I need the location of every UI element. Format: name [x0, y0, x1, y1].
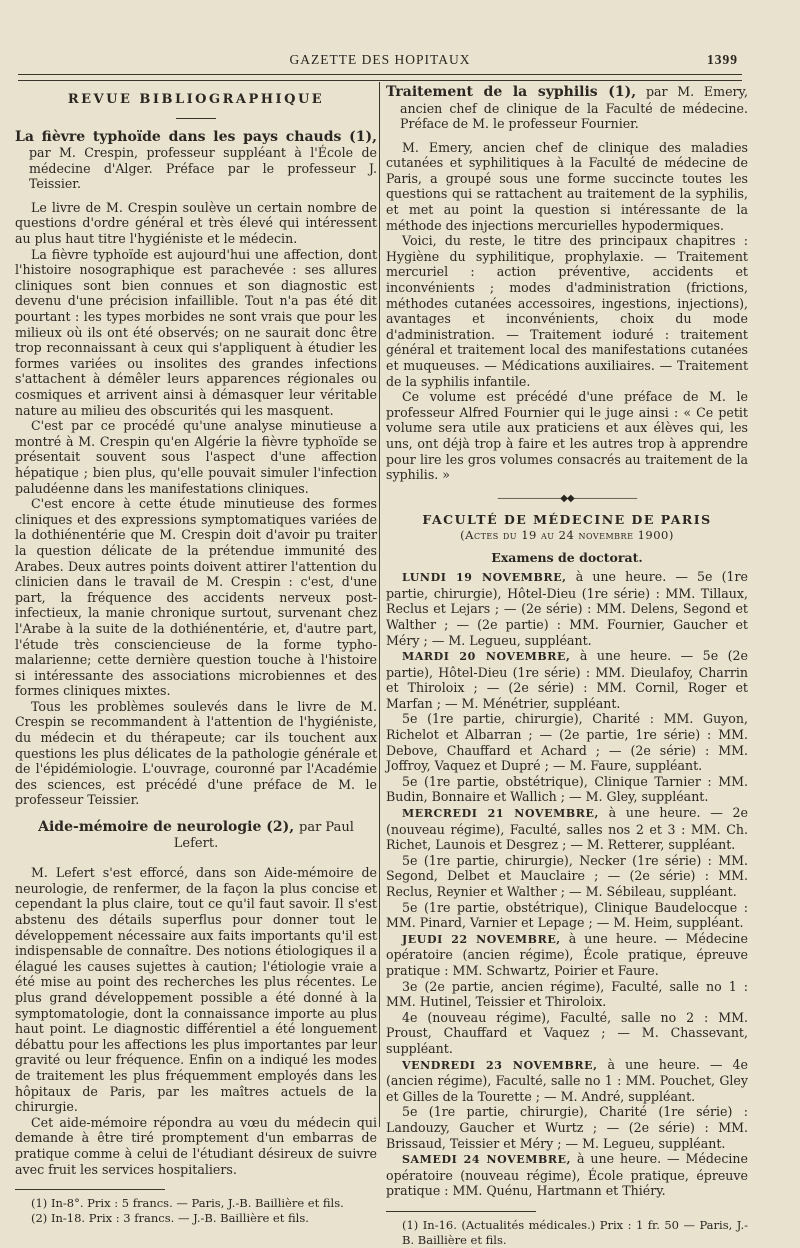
- column-divider: [379, 82, 380, 1127]
- rubric-rule: [176, 118, 216, 119]
- exam-details: 5e (1re partie, chirurgie), Charité (1re série) : Landouzy, Gaucher et Wurtz ; — (2e série) : MM. Brissaud, Teissier et Méry ; — M. Legueu, suppléant.: [386, 1104, 748, 1151]
- footnote: (2) In-18. Prix : 3 francs. — J.-B. Baillière et fils.: [31, 1211, 309, 1226]
- ornament-divider: ———————◆◆———————: [497, 492, 637, 504]
- exam-day: MARDI 20 NOVEMBRE,: [402, 650, 571, 664]
- exam-entry: [386, 1104, 748, 1151]
- header-rule: [18, 74, 742, 81]
- footnote-rule: [15, 1189, 165, 1190]
- article-title: La fièvre typhoïde dans les pays chauds (1),: [15, 128, 377, 145]
- exam-day: JEUDI 22 NOVEMBRE,: [402, 932, 561, 946]
- left-column: [15, 84, 377, 1226]
- article-heading: [15, 820, 377, 851]
- exam-details: à une heure. — Médecine opératoire (nouveau régime), École pratique, épreuve pratique : MM. Quénu, Hartmann et Thiéry.: [386, 1151, 748, 1199]
- paragraph: M. Lefert s'est efforcé, dans son Aide-mémoire de neurologie, de renfermer, de la façon la plus concise et cependant la plus claire, tout ce qu'il faut savoir. Il s'est abstenu des détails superflus pour donner tout le développement nécessaire aux faits importants qu'il est indispensable de connaître. Des notions étiologiques il a élagué les causes sujettes à caution; l'étiologie vraie a été mise au point des recherches les plus récentes. Le plus grand développement possible a été donné à la symptomatologie, dont la connaissance importe au plus haut point. Le diagnostic différentiel a été longuement débattu pour les affections les plus importantes par leur gravité ou leur fréquence. Enfin on a indiqué les modes de traitement les plus fréquemment employés dans les hôpitaux de Paris, par les maîtres actuels de la chirurgie.: [15, 865, 377, 1115]
- paragraph: C'est encore à cette étude minutieuse des formes cliniques et des expressions symptomatiques variées de la dothiénentérie que M. Crespin doit d'avoir pu traiter la question délicate de la prétendue immunité des Arabes. Deux autres points doivent attirer l'attention du clinicien dans le travail de M. Crespin : c'est, d'une part, la fréquence des accidents nerveux post-infectieux, la manie chronique surtout, survenant chez l'Arabe à la suite de la dothiénentérie, et, d'autre part, l'étude très consciencieuse de la forme typho-malarienne; cette dernière question touche à l'histoire si intéressante des associations microbiennes et des formes cliniques mixtes.: [15, 496, 377, 699]
- exam-day: MERCREDI 21 NOVEMBRE,: [402, 807, 599, 821]
- exam-heading: Examens de doctorat.: [491, 549, 643, 565]
- section-rubric: REVUE BIBLIOGRAPHIQUE: [67, 92, 325, 107]
- exam-entry: [386, 853, 748, 900]
- exam-entry: [386, 774, 748, 805]
- exam-details: à une heure. — 5e (2e partie), Hôtel-Dieu (1re série) : MM. Dieulafoy, Charrin et Thiroloix ; — (2e série) : MM. Cornil, Roger et Marfan ; — M. Ménétrier, suppléant.: [386, 648, 748, 711]
- exam-entry: [386, 1010, 748, 1057]
- exam-entry: [386, 931, 748, 979]
- footnote: (1) In-16. (Actualités médicales.) Prix : 1 fr. 50 — Paris, J.-B. Baillière et fils.: [402, 1217, 748, 1247]
- paragraph: C'est par ce procédé qu'une analyse minutieuse a montré à M. Crespin qu'en Algérie la fièvre typhoïde se présentait souvent sous l'aspect d'une affection hépatique ; bien plus, qu'elle pouvait simuler l'infection paludéenne dans les manifestations cliniques.: [15, 418, 377, 496]
- exam-details: 3e (2e partie, ancien régime), Faculté, salle no 1 : MM. Hutinel, Teissier et Thiroloix.: [386, 978, 748, 1010]
- exam-entry: [386, 1057, 748, 1105]
- page-header: [20, 50, 740, 72]
- article-byline: par M. Crespin, professeur suppléant à l'École de médecine d'Alger. Préface par le professeur J. Teissier.: [29, 145, 377, 192]
- exam-day: LUNDI 19 NOVEMBRE,: [402, 571, 567, 585]
- exam-details: à une heure. — 2e (nouveau régime), Faculté, salles nos 2 et 3 : MM. Ch. Richet, Launois et Desgrez ; — M. Retterer, suppléant.: [386, 805, 748, 853]
- exam-entry: [386, 979, 748, 1010]
- exam-day: VENDREDI 23 NOVEMBRE,: [402, 1058, 598, 1072]
- exam-entry: [386, 1151, 748, 1199]
- article-byline: par Paul Lefert.: [173, 820, 354, 851]
- article-heading: [386, 84, 748, 132]
- exam-details: 4e (nouveau régime), Faculté, salle no 2 : MM. Proust, Chauffard et Vaquez ; — M. Chassevant, suppléant.: [386, 1009, 748, 1056]
- paragraph: Cet aide-mémoire répondra au vœu du médecin qui demande à être tiré promptement d'un embarras de pratique comme à celui de l'étudiant désireux de suivre avec fruit les services hospitaliers.: [15, 1114, 377, 1177]
- exam-entry: [386, 900, 748, 931]
- right-column: [386, 84, 748, 1248]
- exam-entry: [386, 648, 748, 711]
- footnote: (1) In-8°. Prix : 5 francs. — Paris, J.-B. Baillière et fils.: [31, 1196, 344, 1211]
- faculty-title: FACULTÉ DE MÉDECINE DE PARIS: [422, 512, 712, 528]
- paragraph: Le livre de M. Crespin soulève un certain nombre de questions d'ordre général et très élevé qui intéressent au plus haut titre l'hygiéniste et le médecin.: [15, 199, 377, 247]
- exam-details: 5e (1re partie, chirurgie), Necker (1re série) : MM. Segond, Delbet et Mauclaire ; — (2e série) : MM. Reclus, Reynier et Walther ; — M. Sébileau, suppléant.: [386, 852, 748, 899]
- exam-entry: [386, 569, 748, 648]
- paragraph: M. Emery, ancien chef de clinique des maladies cutanées et syphilitiques à la Faculté de médecine de Paris, a groupé sous une forme succincte toutes les questions qui se rattachent au traitement de la syphilis, et met au point la question si intéressante de la méthode des injections mercurielles hypodermiques.: [386, 139, 748, 233]
- exam-entry: [386, 805, 748, 853]
- faculty-subtitle: (Actes du 19 au 24 novembre 1900): [460, 527, 674, 542]
- footnote-rule: [386, 1211, 536, 1212]
- article-heading: [15, 129, 377, 192]
- paragraph: Tous les problèmes soulevés dans le livre de M. Crespin se recommandent à l'attention de l'hygiéniste, du médecin et du thérapeute; car ils touchent aux questions les plus délicates de la pathologie générale et de l'épidémiologie. L'ouvrage, couronné par l'Académie des sciences, est précédé d'une préface de M. le professeur Teissier.: [15, 698, 377, 808]
- journal-title: GAZETTE DES HOPITAUX: [289, 52, 471, 67]
- paragraph: La fièvre typhoïde est aujourd'hui une affection, dont l'histoire nosographique est parachevée : ses allures cliniques sont bien connues et son diagnostic est devenu d'une précision infaillible. Tout n'a pas été dit pourtant : les types morbides ne sont vrais que pour les milieux où ils ont été observés; on ne saurait donc être trop reconnaissant à ceux qui s'appliquent à étudier les formes variées ou insolites des grandes infections s'attachent à démêler leurs apparences régionales ou cosmiques et arrivent ainsi à démasquer leur véritable nature au milieu des obscurités qui les masquent.: [15, 246, 377, 418]
- article-title: Traitement de la syphilis (1),: [386, 84, 637, 100]
- exam-entry: [386, 711, 748, 773]
- exam-details: à une heure. — 4e (ancien régime), Faculté, salle no 1 : MM. Pouchet, Gley et Gilles de la Tourette ; — M. André, suppléant.: [386, 1056, 749, 1104]
- exam-details: à une heure. — 5e (1re partie, chirurgie), Hôtel-Dieu (1re série) : MM. Tillaux, Reclus et Lejars ; — (2e série) : MM. Delens, Segond et Walther ; — (2e partie) : MM. Fournier, Gaucher et Méry ; — M. Legueu, suppléant.: [386, 569, 748, 648]
- exam-details: 5e (1re partie, obstétrique), Clinique Baudelocque : MM. Pinard, Varnier et Lepage ; — M. Heim, suppléant.: [386, 899, 748, 931]
- paragraph: Voici, du reste, le titre des principaux chapitres : Hygiène du syphilitique, prophylaxie. — Traitement mercuriel : action préventive, accidents et inconvénients ; modes d'administration (frictions, méthodes cutanées accessoires, ingestions, injections), avantages et inconvénients, choix du mode d'administration. — Traitement ioduré : traitement général et traitement local des manifestations cutanées et muqueuses. — Médications auxiliaires. — Traitement de la syphilis infantile.: [386, 233, 748, 389]
- article-byline: par M. Emery, ancien chef de clinique de la Faculté de médecine. Préface de M. le professeur Fournier.: [400, 84, 748, 132]
- exam-entries: [386, 569, 748, 1199]
- paragraph: Ce volume est précédé d'une préface de M. le professeur Alfred Fournier qui le juge ainsi : « Ce petit volume sera utile aux praticiens et aux élèves qui, les uns, ont déjà trop à faire et les autres trop à apprendre pour lire les gros volumes consacrés au traitement de la syphilis. »: [386, 389, 748, 483]
- exam-details: à une heure. — Médecine opératoire (ancien régime), École pratique, épreuve pratique : MM. Schwartz, Poirier et Faure.: [386, 930, 748, 978]
- exam-details: 5e (1re partie, obstétrique), Clinique Tarnier : MM. Budin, Bonnaire et Wallich ; — M. Gley, suppléant.: [386, 773, 748, 805]
- exam-details: 5e (1re partie, chirurgie), Charité : MM. Guyon, Richelot et Albarran ; — (2e partie, 1re série) : MM. Debove, Chauffard et Achard ; — (2e série) : MM. Joffroy, Vaquez et Dupré ; — M. Faure, suppléant.: [386, 711, 748, 774]
- article-title: Aide-mémoire de neurologie (2),: [38, 819, 295, 836]
- page-number: 1399: [707, 52, 738, 67]
- exam-day: SAMEDI 24 NOVEMBRE,: [402, 1153, 572, 1167]
